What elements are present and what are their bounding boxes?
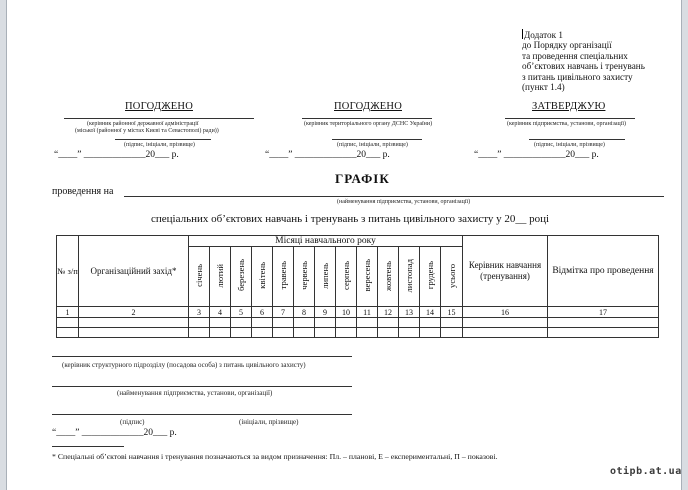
approval-1-date: “____” _____________20___ р. (54, 150, 179, 160)
month-header: серпень (336, 247, 357, 307)
approval-2-title: ПОГОДЖЕНО (334, 101, 402, 112)
window-frame-right (681, 0, 688, 490)
month-header: грудень (420, 247, 441, 307)
month-header: квітень (252, 247, 273, 307)
approval-2-caption: (керівник територіального органу ДСНС України) (304, 121, 433, 127)
appendix-block (522, 29, 645, 92)
approval-3-caption: (керівник підприємства, установи, організації) (507, 121, 627, 127)
appendix-line: до Порядку організації (522, 40, 612, 51)
appendix-line: об’єктових навчань і тренувань (522, 61, 645, 72)
approval-1-signature-caption: (підпис, ініціали, прізвище) (124, 142, 195, 148)
month-header: усього (441, 247, 463, 307)
page-subtitle: спеціальних об’єктових навчань і тренувань з питань цивільного захисту у 20__ році (151, 213, 550, 225)
approval-3-signature-caption: (підпис, ініціали, прізвище) (534, 142, 605, 148)
text-cursor (522, 29, 523, 39)
month-header: червень (294, 247, 315, 307)
approval-1-caption: (керівник районної державної адміністрації (87, 121, 199, 127)
enterprise-caption: (найменування підприємства, установи, організації) (337, 199, 471, 205)
name-caption: (ініціали, прізвище) (239, 418, 299, 426)
footnote-separator (52, 446, 124, 447)
index-cell: 6 (252, 307, 273, 318)
month-header: березень (231, 247, 252, 307)
month-header: вересень (357, 247, 378, 307)
month-header: травень (273, 247, 294, 307)
month-header: липень (315, 247, 336, 307)
month-header: лютий (210, 247, 231, 307)
conduct-line (124, 196, 664, 197)
approval-1-signature-line (115, 139, 211, 140)
appendix-line: Додаток 1 (524, 30, 563, 40)
table-header-row (57, 236, 659, 247)
head-caption: (керівник структурного підрозділу (посадова особа) з питань цивільного захисту) (62, 361, 306, 369)
approval-3-signature-line (529, 139, 625, 140)
month-header: листопад (399, 247, 420, 307)
index-cell: 14 (420, 307, 441, 318)
index-cell: 1 (57, 307, 79, 318)
signature-line (52, 414, 352, 415)
header-event: Організаційний захід* (79, 236, 189, 307)
bottom-enterprise-caption: (найменування підприємства, установи, організації) (117, 389, 273, 397)
index-cell: 15 (441, 307, 463, 318)
index-cell: 12 (378, 307, 399, 318)
head-line (52, 356, 352, 357)
header-head: Керівник навчання (тренування) (463, 236, 548, 307)
bottom-date: “____” _____________20___ р. (52, 428, 177, 438)
approval-3-title: ЗАТВЕРДЖУЮ (532, 101, 606, 112)
enterprise-line (52, 386, 352, 387)
signature-caption: (підпис) (120, 418, 145, 426)
index-cell: 5 (231, 307, 252, 318)
approval-2-signature-line (332, 139, 422, 140)
approval-1-caption: (міської (районної у містах Києві та Севастополі) ради)) (75, 128, 219, 134)
conduct-label: проведення на (52, 186, 114, 197)
approval-1-line (64, 118, 254, 119)
index-cell: 16 (463, 307, 548, 318)
approval-2-line (302, 118, 432, 119)
index-cell: 9 (315, 307, 336, 318)
index-cell: 7 (273, 307, 294, 318)
index-cell: 3 (189, 307, 210, 318)
table-row (57, 328, 659, 338)
index-cell: 4 (210, 307, 231, 318)
appendix-line: та проведення спеціальних (522, 50, 628, 61)
index-cell: 2 (79, 307, 189, 318)
index-cell: 17 (548, 307, 659, 318)
index-cell: 11 (357, 307, 378, 318)
appendix-line: з питань цивільного захисту (522, 71, 633, 82)
header-months: Місяці навчального року (189, 236, 463, 247)
month-header: жовтень (378, 247, 399, 307)
schedule-table (56, 235, 659, 338)
approval-1-title: ПОГОДЖЕНО (125, 101, 193, 112)
table-row (57, 318, 659, 328)
header-note: Відмітка про проведення (548, 236, 659, 307)
index-cell: 13 (399, 307, 420, 318)
site-watermark: otipb.at.ua (610, 466, 682, 477)
header-number: № з/п (57, 236, 79, 307)
appendix-line: (пункт 1.4) (522, 82, 565, 93)
approval-3-line (505, 118, 635, 119)
table-index-row (57, 307, 659, 318)
approval-3-date: “____” _____________20___ р. (474, 150, 599, 160)
document-page (7, 0, 681, 490)
window-frame-left (0, 0, 7, 490)
index-cell: 8 (294, 307, 315, 318)
page-title: ГРАФІК (335, 171, 390, 186)
month-header: січень (189, 247, 210, 307)
approval-2-signature-caption: (підпис, ініціали, прізвище) (337, 142, 408, 148)
approval-2-date: “____” _____________20___ р. (265, 150, 390, 160)
index-cell: 10 (336, 307, 357, 318)
footnote: * Спеціальні об’єктові навчання і тренування позначаються за видом призначення: Пл. – планові, Е – експериментальні, П – показові. (52, 452, 498, 461)
